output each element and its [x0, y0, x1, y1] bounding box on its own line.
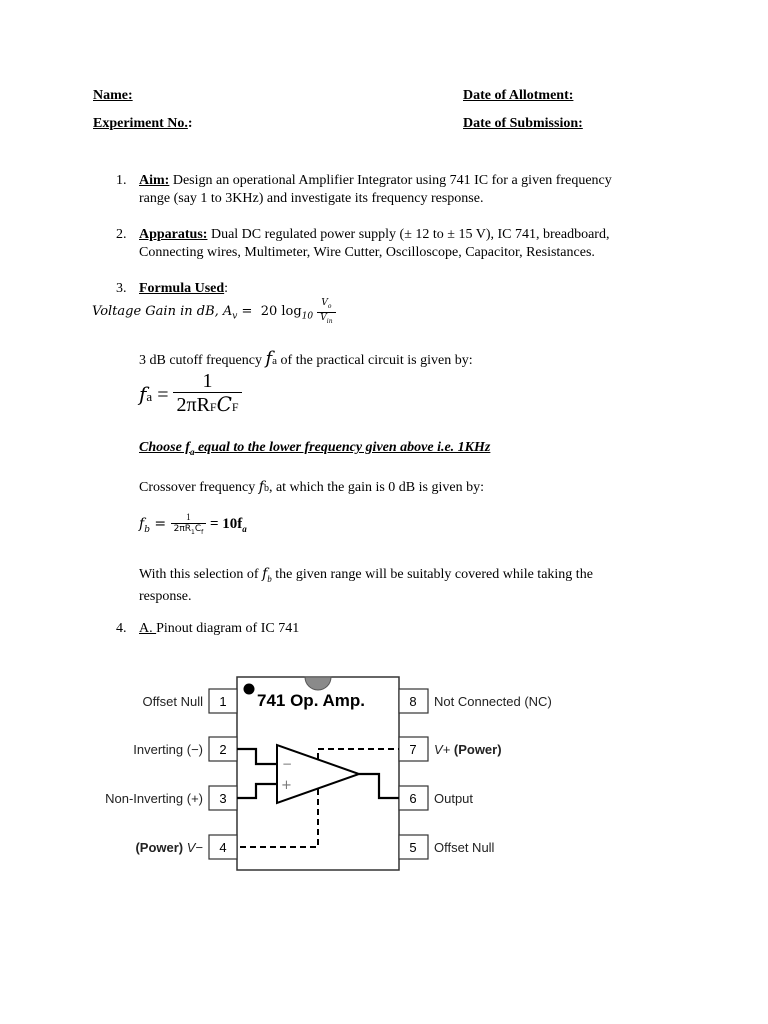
selection-note: With this selection of $f_b$ the given range will be suitably covered while taking the response.	[139, 566, 593, 604]
name-label: Name:	[93, 88, 133, 103]
ic-title: 741 Op. Amp.	[257, 691, 366, 710]
pin-num-8: 8	[409, 694, 417, 709]
voltage-gain-formula: Voltage Gain in dB, $A_v = 20$ $\log_{10}$ $\frac{V_o}{V_{in}}$	[92, 298, 336, 327]
apparatus-number: 2.	[116, 227, 127, 242]
apparatus-text-line1: Dual DC regulated power supply (± 12 to ± 15 V), IC 741, breadboard,	[207, 227, 610, 242]
aim-number: 1.	[116, 173, 127, 188]
experiment-label: Experiment No.:	[93, 116, 193, 131]
cutoff-intro: 3 dB cutoff frequency fa of the practical circuit is given by:	[139, 348, 473, 369]
pin-num-6: 6	[409, 791, 417, 806]
pin-num-5: 5	[409, 840, 417, 855]
date-allotment-label: Date of Allotment:	[463, 88, 574, 103]
fb-equation: $f_b$ = $\frac{1}{2\pi R_1C_f}$ = $10f_a$	[139, 512, 247, 536]
pin-num-2: 2	[219, 742, 227, 757]
pin-num-3: 3	[219, 791, 227, 806]
pin-label-6: Output	[434, 791, 474, 806]
pinout-text: Pinout diagram of IC 741	[156, 621, 300, 636]
aim-label: Aim:	[139, 173, 170, 188]
formula-label: Formula Used	[139, 281, 225, 296]
pinout-label: A.	[139, 621, 157, 636]
formula-number: 3.	[116, 281, 127, 296]
pinout-number: 4.	[116, 621, 127, 636]
pin-num-4: 4	[219, 840, 227, 855]
pin-label-3: Non-Inverting (+)	[105, 791, 203, 806]
aim-text-line1: Design an operational Amplifier Integrator using 741 IC for a given frequency	[169, 173, 612, 188]
apparatus-label: Apparatus:	[139, 227, 208, 242]
pin-label-5: Offset Null	[434, 840, 495, 855]
minus-sign: −	[282, 757, 293, 771]
date-submission-label: Date of Submission:	[463, 116, 583, 131]
pin-label-4: (Power) V−	[135, 840, 203, 855]
pin-label-8: Not Connected (NC)	[434, 694, 552, 709]
pin-num-1: 1	[219, 694, 227, 709]
apparatus-text-line2: Connecting wires, Multimeter, Wire Cutter, Oscilloscope, Capacitor, Resistances.	[139, 245, 595, 260]
pin-label-7: V+ (Power)	[434, 742, 502, 757]
crossover-intro: Crossover frequency fb, at which the gain is 0 dB is given by:	[139, 479, 484, 495]
pin-label-2: Inverting (−)	[133, 742, 203, 757]
pin1-dot	[244, 684, 255, 695]
aim-text-line2: range (say 1 to 3KHz) and investigate its frequency response.	[139, 191, 484, 206]
fa-equation: fa = $\frac{1}{\text{2πRFCF}}$	[139, 370, 242, 418]
pin-num-7: 7	[409, 742, 417, 757]
pin-label-1: Offset Null	[142, 694, 203, 709]
choose-fa-note: Choose $f_a$ equal to the lower frequency given above i.e. 1KHz	[139, 440, 491, 457]
plus-sign: +	[281, 778, 292, 793]
